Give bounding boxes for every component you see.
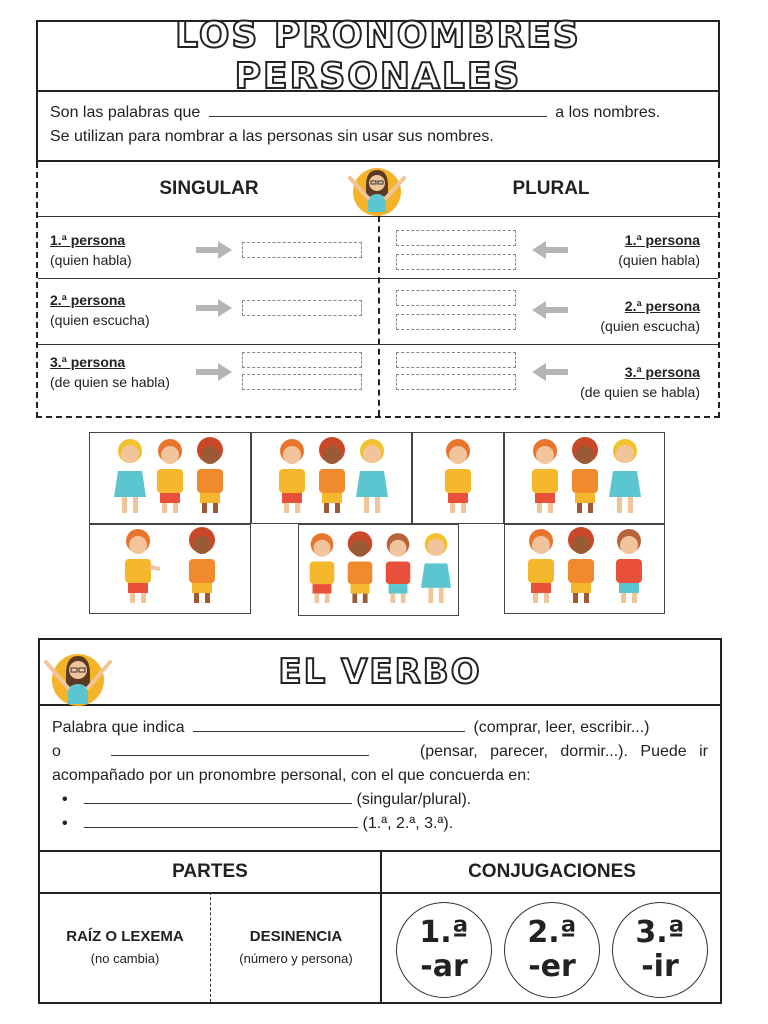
child-figure-icon xyxy=(607,435,643,519)
child-figure-icon xyxy=(152,435,188,519)
answer-box[interactable] xyxy=(396,290,516,306)
answer-box[interactable] xyxy=(396,230,516,246)
conjugation-3-circle: 3.ª -ir xyxy=(612,902,708,998)
arrow-left-icon xyxy=(530,298,570,322)
answer-box[interactable] xyxy=(396,254,516,270)
verbo-title: EL VERBO xyxy=(278,652,482,692)
answer-box[interactable] xyxy=(396,374,516,390)
arrow-right-icon xyxy=(194,296,234,320)
list-item: • (1.ª, 2.ª, 3.ª). xyxy=(62,812,708,836)
singular-row-2-label: 2.ª persona (quien escucha) xyxy=(50,292,150,328)
child-pointing-icon xyxy=(120,525,160,609)
picture-card xyxy=(412,432,504,524)
fill-blank[interactable] xyxy=(209,101,547,117)
picture-card xyxy=(89,432,251,524)
verbo-bullets xyxy=(52,788,708,836)
answer-box[interactable] xyxy=(242,300,362,316)
desinencia-cell: DESINENCIA (número y persona) xyxy=(239,928,353,966)
fill-blank[interactable] xyxy=(111,740,369,756)
answer-box[interactable] xyxy=(396,314,516,330)
plural-row-1-label: 1.ª persona (quien habla) xyxy=(618,232,700,268)
child-figure-icon xyxy=(192,435,228,519)
child-figure-icon xyxy=(523,525,559,609)
child-figure-icon xyxy=(112,435,148,519)
arrow-right-icon xyxy=(194,360,234,384)
singular-row-3-label: 3.ª persona (de quien se habla) xyxy=(50,354,170,390)
child-figure-icon xyxy=(184,525,220,609)
verbo-line-1: Palabra que indica (comprar, leer, escribir...) xyxy=(52,716,708,740)
child-figure-icon xyxy=(314,435,350,519)
column-divider xyxy=(378,216,380,416)
fill-blank[interactable] xyxy=(84,788,352,804)
child-figure-icon xyxy=(419,527,453,611)
fill-blank[interactable] xyxy=(193,716,465,732)
arrow-right-icon xyxy=(194,238,234,262)
child-figure-icon xyxy=(567,435,603,519)
column-divider xyxy=(380,852,382,1002)
conjugation-2-circle: 2.ª -er xyxy=(504,902,600,998)
teacher-avatar-icon xyxy=(38,640,116,706)
picture-card xyxy=(251,432,412,524)
answer-box[interactable] xyxy=(396,352,516,368)
answer-box[interactable] xyxy=(242,242,362,258)
plural-row-2-label: 2.ª persona (quien escucha) xyxy=(600,298,700,334)
verbo-line-2: o (pensar, parecer, dormir...). Puede ir xyxy=(52,740,708,764)
arrow-left-icon xyxy=(530,360,570,384)
verbo-definition xyxy=(38,706,722,852)
teacher-avatar-icon xyxy=(344,158,410,218)
pronombres-title-box xyxy=(36,15,720,97)
child-figure-icon xyxy=(305,527,339,611)
pronombres-title: LOS PRONOMBRES PERSONALES xyxy=(175,15,581,97)
arrow-left-icon xyxy=(530,238,570,262)
child-figure-icon xyxy=(611,525,647,609)
raiz-cell: RAÍZ O LEXEMA (no cambia) xyxy=(66,928,184,966)
answer-box[interactable] xyxy=(242,352,362,368)
divider xyxy=(210,892,211,1002)
fill-blank[interactable] xyxy=(84,812,358,828)
conjugation-1-circle: 1.ª -ar xyxy=(396,902,492,998)
list-item: • (singular/plural). xyxy=(62,788,708,812)
child-figure-icon xyxy=(527,435,563,519)
partes-header: PARTES xyxy=(172,861,248,882)
definition-line-2: Se utilizan para nombrar a las personas sin usar sus nombres. xyxy=(50,128,494,145)
picture-card xyxy=(504,524,665,614)
singular-header: SINGULAR xyxy=(159,178,259,199)
plural-header: PLURAL xyxy=(512,178,590,199)
singular-row-1-label: 1.ª persona (quien habla) xyxy=(50,232,132,268)
pronombres-definition xyxy=(36,92,720,162)
child-figure-icon xyxy=(563,525,599,609)
answer-box[interactable] xyxy=(242,374,362,390)
verbo-line-3: acompañado por un pronombre personal, con el que concuerda en: xyxy=(52,767,531,784)
child-figure-icon xyxy=(354,435,390,519)
child-figure-icon xyxy=(440,435,476,519)
partes-conjugaciones-table xyxy=(38,852,722,1004)
plural-row-3-label: 3.ª persona (de quien se habla) xyxy=(580,364,700,400)
picture-card xyxy=(298,524,459,616)
child-figure-icon xyxy=(381,527,415,611)
picture-card xyxy=(504,432,665,524)
picture-card xyxy=(89,524,251,614)
child-figure-icon xyxy=(274,435,310,519)
definition-line-1: Son las palabras que a los nombres. xyxy=(50,101,706,125)
verbo-title-box xyxy=(38,638,722,706)
conjugaciones-header: CONJUGACIONES xyxy=(468,861,636,882)
child-figure-icon xyxy=(343,527,377,611)
